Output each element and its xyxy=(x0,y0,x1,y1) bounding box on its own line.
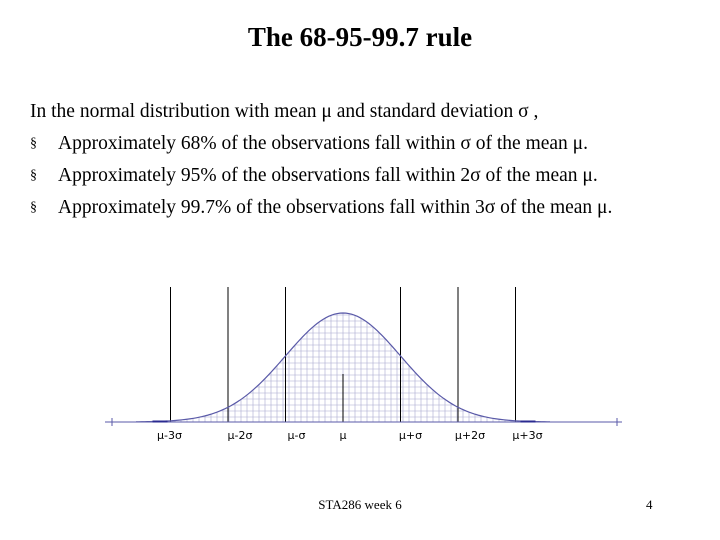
page-number: 4 xyxy=(646,497,653,512)
tick-label: μ+2σ xyxy=(454,429,486,442)
bullet-icon: § xyxy=(30,168,37,183)
tick-label: μ-σ xyxy=(287,429,306,442)
bullet-text: Approximately 99.7% of the observations fall within 3σ of the mean μ. xyxy=(58,197,613,218)
tick-label: μ+3σ xyxy=(512,429,543,442)
bullet-text: Approximately 95% of the observations fall within 2σ of the mean μ. xyxy=(58,165,598,186)
slide-body xyxy=(30,96,700,224)
slide-title: The 68-95-99.7 rule xyxy=(247,22,473,52)
slide-footer: STA286 week 6 xyxy=(318,497,402,512)
bullet-item xyxy=(30,160,700,192)
bullet-item xyxy=(30,128,700,160)
bullet-icon: § xyxy=(30,136,37,151)
tick-label: μ xyxy=(339,429,347,442)
bullet-item xyxy=(30,192,700,224)
tick-label: μ-3σ xyxy=(157,429,182,442)
bullet-text: Approximately 68% of the observations fall within σ of the mean μ. xyxy=(58,133,589,154)
intro-text: In the normal distribution with mean μ and standard deviation σ , xyxy=(30,101,539,122)
tick-label: μ-2σ xyxy=(227,429,253,442)
tick-label: μ+σ xyxy=(398,429,423,442)
bullet-icon: § xyxy=(30,200,37,215)
normal-distribution-figure xyxy=(100,282,640,462)
